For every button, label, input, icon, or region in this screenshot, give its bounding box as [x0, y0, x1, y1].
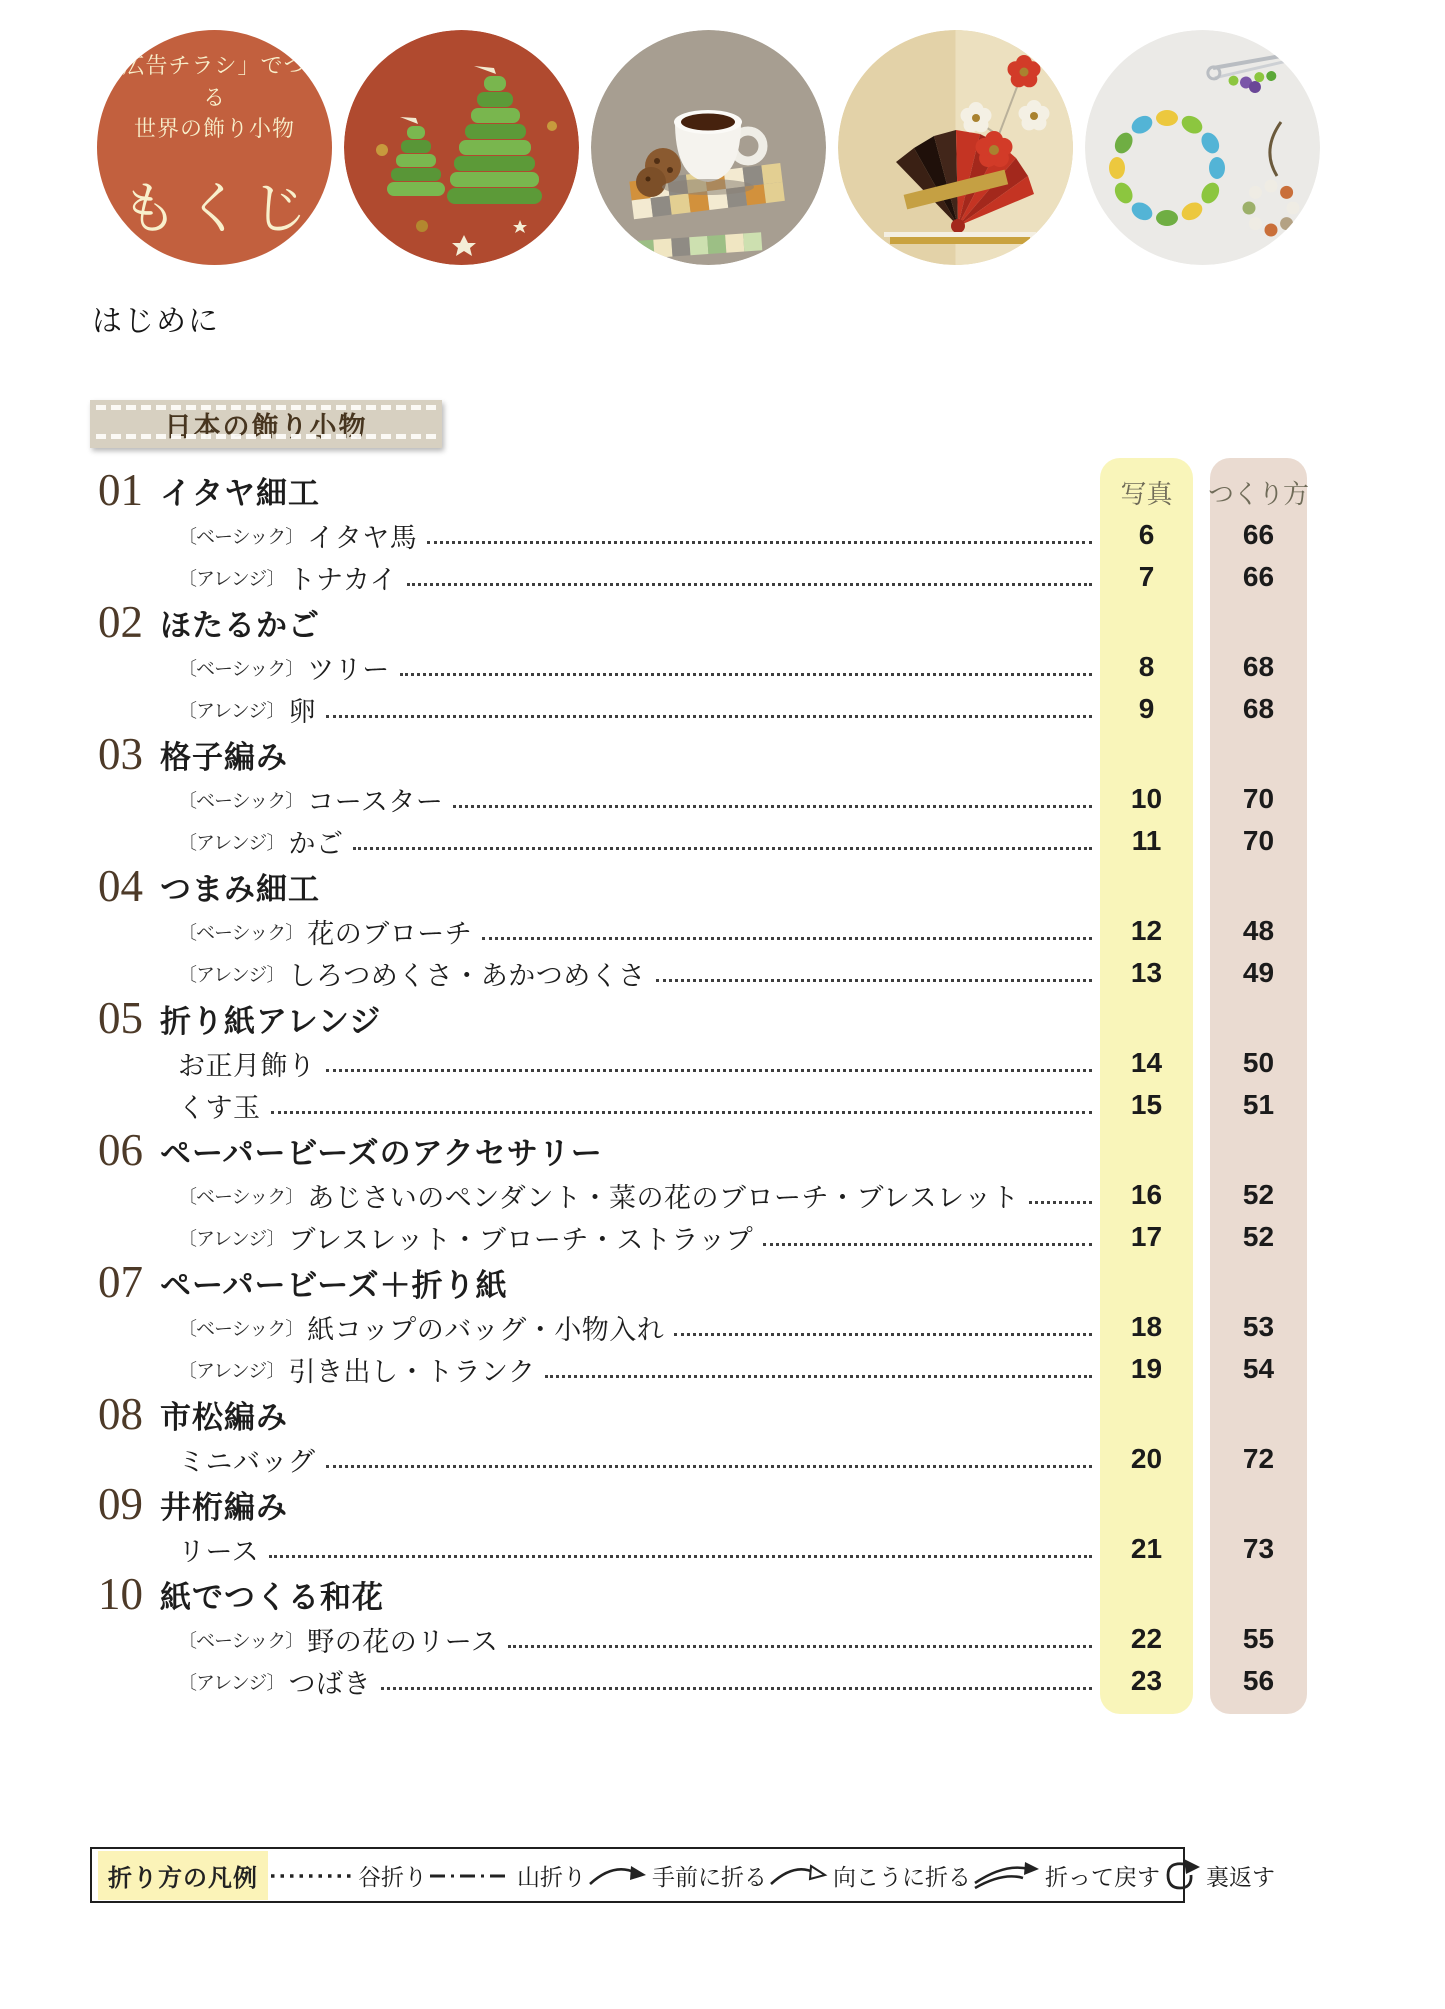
section-number: 04	[98, 860, 143, 911]
dotted-leader	[1029, 1201, 1092, 1204]
section-number: 10	[98, 1568, 143, 1619]
entry-tag: 〔アレンジ〕	[178, 568, 285, 590]
section-number: 03	[98, 728, 143, 779]
howto-page-number: 48	[1242, 915, 1275, 946]
toc-section-heading	[90, 1258, 1307, 1306]
legend-item	[268, 1859, 427, 1892]
entry-tag: 〔ベーシック〕	[178, 658, 304, 680]
toc-entry	[90, 1438, 1307, 1480]
photo-page-number: 10	[1130, 783, 1163, 814]
toc-entry	[90, 646, 1307, 688]
mokuji-title-circle	[97, 30, 332, 265]
howto-page-number: 50	[1242, 1047, 1275, 1078]
photo-column-header: 写真	[1120, 479, 1173, 509]
fold-toward-front-arrow-icon	[586, 1860, 648, 1890]
howto-page-number: 70	[1242, 825, 1275, 856]
section-title: つまみ細工	[160, 871, 320, 907]
legend-item	[1160, 1858, 1275, 1892]
howto-page-number: 53	[1242, 1311, 1275, 1342]
legend-item	[767, 1859, 971, 1892]
entry-tag: 〔アレンジ〕	[178, 964, 285, 986]
dotted-leader	[482, 937, 1092, 940]
howto-page-number: 68	[1242, 693, 1275, 724]
entry-tag: 〔アレンジ〕	[178, 832, 285, 854]
howto-page-number: 66	[1242, 519, 1275, 550]
howto-page-number: 52	[1242, 1221, 1275, 1252]
dotted-leader	[508, 1645, 1092, 1648]
section-title: 格子編み	[160, 739, 288, 775]
entry-title: しろつめくさ・あかつめくさ	[288, 960, 646, 991]
photo-page-number: 20	[1130, 1443, 1163, 1474]
entry-title: お正月飾り	[178, 1050, 316, 1081]
howto-page-number: 73	[1242, 1533, 1275, 1564]
japan-section-ribbon-label: 日本の飾り小物	[164, 411, 368, 442]
toc-entry	[90, 1084, 1307, 1126]
red-paper-fan-with-plum-blossoms-photo	[838, 30, 1073, 265]
dotted-leader	[326, 715, 1092, 718]
entry-tag: 〔アレンジ〕	[178, 700, 285, 722]
photo-page-number: 14	[1130, 1047, 1163, 1078]
section-title: 紙でつくる和花	[160, 1579, 384, 1615]
toc-section-heading	[90, 862, 1307, 910]
dotted-leader	[269, 1555, 1092, 1558]
toc-entry	[90, 1660, 1307, 1702]
toc-entry	[90, 1306, 1307, 1348]
dotted-leader	[407, 583, 1092, 586]
legend-item	[427, 1859, 586, 1892]
turn-over-arrow-icon	[1160, 1858, 1202, 1892]
entry-title: 野の花のリース	[307, 1626, 499, 1657]
dotted-leader	[427, 541, 1092, 544]
section-number: 09	[98, 1478, 143, 1529]
legend-item-label: 向こうに折る	[833, 1863, 971, 1890]
section-title: 折り紙アレンジ	[160, 1003, 382, 1039]
woven-paper-christmas-trees-photo	[344, 30, 579, 265]
intro-heading: はじめに	[92, 305, 220, 338]
toc-entry	[90, 1216, 1307, 1258]
section-title: 市松編み	[160, 1399, 288, 1435]
toc-entry	[90, 820, 1307, 862]
entry-title: ミニバッグ	[178, 1446, 316, 1477]
entry-title: くす玉	[178, 1092, 261, 1123]
page-title: もくじ	[121, 177, 317, 241]
entry-title: トナカイ	[288, 564, 398, 595]
toc-entry	[90, 1042, 1307, 1084]
photo-page-number: 21	[1130, 1533, 1163, 1564]
dotted-leader	[400, 673, 1092, 676]
photo-page-number: 8	[1138, 651, 1155, 682]
dotted-leader	[353, 847, 1092, 850]
entry-title: コースター	[307, 786, 444, 817]
section-title: イタヤ細工	[160, 475, 320, 511]
section-number: 02	[98, 596, 143, 647]
legend-item-label: 裏返す	[1206, 1863, 1275, 1890]
dotted-leader	[326, 1465, 1093, 1468]
paper-bead-bracelet-accessories-photo	[1085, 30, 1320, 265]
section-number: 06	[98, 1124, 143, 1175]
toc-entry	[90, 910, 1307, 952]
howto-page-number: 66	[1242, 561, 1275, 592]
coffee-cup-on-woven-coaster-photo	[591, 30, 826, 265]
toc-entry	[90, 1348, 1307, 1390]
dotted-leader	[656, 979, 1092, 982]
entry-tag: 〔ベーシック〕	[178, 790, 304, 812]
entry-tag: 〔ベーシック〕	[178, 526, 304, 548]
dotted-leader	[453, 805, 1092, 808]
photo-page-number: 6	[1138, 519, 1155, 550]
dotted-leader	[545, 1375, 1092, 1378]
howto-page-number: 68	[1242, 651, 1275, 682]
dotted-leader	[381, 1687, 1092, 1690]
howto-page-number: 70	[1242, 783, 1275, 814]
toc-section-heading	[90, 466, 1307, 514]
legend-item	[586, 1859, 767, 1892]
dotted-leader	[326, 1069, 1093, 1072]
fold-away-arrow-icon	[767, 1860, 829, 1890]
toc-section-heading	[90, 1480, 1307, 1528]
howto-page-number: 55	[1242, 1623, 1275, 1654]
entry-title: 花のブローチ	[307, 918, 473, 949]
legend-item-label: 手前に折る	[652, 1863, 767, 1890]
dotted-leader	[271, 1111, 1093, 1114]
folding-legend-label: 折り方の凡例	[98, 1851, 268, 1900]
section-title: ほたるかご	[160, 607, 320, 643]
toc-section-heading	[90, 598, 1307, 646]
howto-page-number: 54	[1242, 1353, 1275, 1384]
entry-tag: 〔ベーシック〕	[178, 922, 304, 944]
toc-section-heading	[90, 1390, 1307, 1438]
photo-page-number: 7	[1138, 561, 1155, 592]
entry-title: あじさいのペンダント・菜の花のブローチ・ブレスレット	[307, 1182, 1020, 1213]
howto-page-number: 51	[1242, 1089, 1275, 1120]
toc-section-heading	[90, 1570, 1307, 1618]
photo-page-number: 19	[1130, 1353, 1163, 1384]
entry-tag: 〔アレンジ〕	[178, 1360, 285, 1382]
photo-page-number: 17	[1130, 1221, 1163, 1252]
toc-section-heading	[90, 1126, 1307, 1174]
howto-page-number: 72	[1242, 1443, 1275, 1474]
photo-page-number: 22	[1130, 1623, 1163, 1654]
toc-section-heading	[90, 994, 1307, 1042]
photo-page-number: 18	[1130, 1311, 1163, 1342]
photo-page-number: 16	[1130, 1179, 1163, 1210]
toc-entry	[90, 688, 1307, 730]
folding-legend-box	[90, 1847, 1275, 1903]
toc-entry	[90, 514, 1307, 556]
legend-item	[971, 1859, 1160, 1892]
fold-and-unfold-arrow-icon	[971, 1859, 1041, 1891]
entry-title: 紙コップのバッグ・小物入れ	[307, 1314, 665, 1345]
howto-page-number: 49	[1242, 957, 1275, 988]
howto-page-number: 56	[1242, 1665, 1275, 1696]
legend-item-label: 谷折り	[358, 1863, 427, 1890]
table-of-contents	[90, 458, 1307, 1714]
toc-entry	[90, 952, 1307, 994]
section-number: 01	[98, 464, 143, 515]
photo-page-number: 12	[1130, 915, 1163, 946]
section-number: 07	[98, 1256, 143, 1307]
photo-page-number: 13	[1130, 957, 1163, 988]
entry-title: ツリー	[307, 654, 390, 685]
legend-item-label: 折って戻す	[1045, 1863, 1160, 1890]
photo-page-number: 23	[1130, 1665, 1163, 1696]
valley-fold-line-icon	[268, 1861, 354, 1889]
folding-legend-items	[268, 1858, 1275, 1892]
mountain-fold-line-icon	[427, 1861, 513, 1889]
toc-rows	[90, 466, 1307, 1702]
dotted-leader	[763, 1243, 1092, 1246]
entry-tag: 〔アレンジ〕	[178, 1672, 285, 1694]
entry-title: イタヤ馬	[307, 522, 418, 553]
entry-title: 引き出し・トランク	[288, 1356, 536, 1387]
book-subtitle-line2: 世界の飾り小物	[133, 116, 295, 142]
legend-item-label: 山折り	[517, 1863, 586, 1890]
japan-section-ribbon	[90, 400, 442, 448]
cookie	[636, 167, 666, 197]
section-title: ペーパービーズのアクセサリー	[160, 1135, 603, 1171]
dotted-leader	[674, 1333, 1092, 1336]
toc-entry	[90, 1528, 1307, 1570]
section-number: 05	[98, 992, 143, 1043]
entry-tag: 〔ベーシック〕	[178, 1630, 304, 1652]
howto-page-number: 52	[1242, 1179, 1275, 1210]
entry-title: かご	[288, 828, 344, 859]
entry-tag: 〔ベーシック〕	[178, 1318, 304, 1340]
toc-entry	[90, 556, 1307, 598]
photo-page-number: 9	[1138, 693, 1155, 724]
toc-entry	[90, 1174, 1307, 1216]
toc-entry	[90, 778, 1307, 820]
entry-title: つばき	[288, 1668, 371, 1699]
section-title: ペーパービーズ＋折り紙	[160, 1267, 508, 1303]
section-number: 08	[98, 1388, 143, 1439]
entry-title: リース	[178, 1536, 260, 1567]
header-circles	[97, 30, 1320, 265]
photo-page-number: 11	[1131, 825, 1162, 856]
toc-entry	[90, 1618, 1307, 1660]
entry-tag: 〔ベーシック〕	[178, 1186, 304, 1208]
book-subtitle-line1: 「広告チラシ」でつくる	[99, 52, 330, 110]
photo-page-number: 15	[1130, 1089, 1163, 1120]
toc-section-heading	[90, 730, 1307, 778]
entry-title: 卵	[288, 696, 316, 727]
entry-tag: 〔アレンジ〕	[178, 1228, 285, 1250]
howto-column-header: つくり方	[1207, 479, 1308, 509]
entry-title: ブレスレット・ブローチ・ストラップ	[288, 1224, 754, 1255]
section-title: 井桁編み	[160, 1489, 288, 1525]
